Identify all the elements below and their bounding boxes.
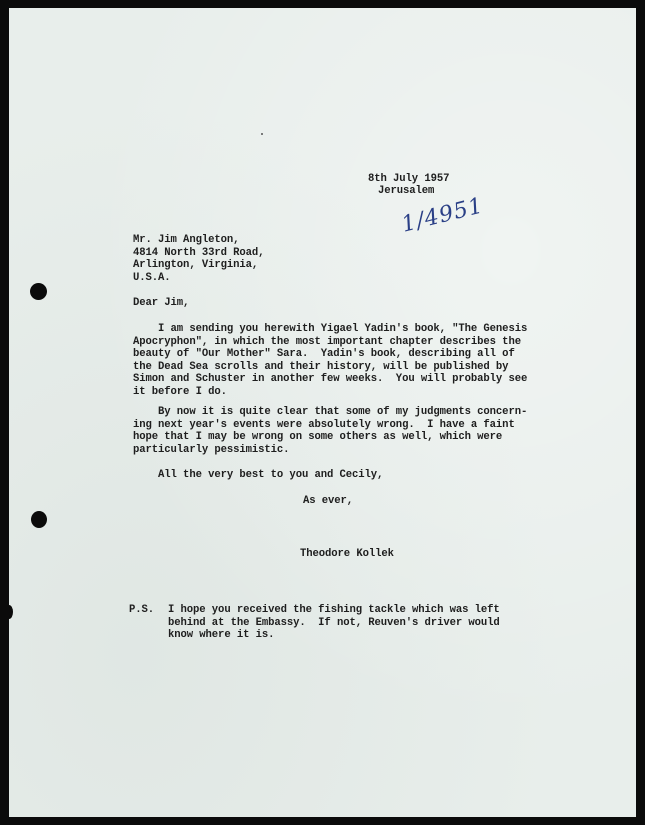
letter-place: Jerusalem (378, 185, 435, 197)
ps-line: I hope you received the fishing tackle which was left (168, 604, 500, 616)
punch-hole (9, 605, 13, 619)
body-line: All the very best to you and Cecily, (133, 469, 384, 481)
body-line: beauty of "Our Mother" Sara. Yadin's book, describing all of (133, 348, 515, 361)
body-line: Simon and Schuster in another few weeks. You will probably see (133, 373, 528, 386)
address-line: U.S.A. (133, 271, 171, 284)
address-line: 4814 North 33rd Road, (133, 246, 265, 259)
paper-speck (261, 133, 263, 135)
body-line: hope that I may be wrong on some others as well, which were (133, 431, 503, 444)
letter-date: 8th July 1957 (368, 173, 450, 185)
body-line: Apocryphon", in which the most important chapter describes the (133, 335, 521, 348)
punch-hole (30, 283, 47, 300)
body-line: I am sending you herewith Yigael Yadin's book, "The Genesis (133, 323, 528, 335)
address-line: Mr. Jim Angleton, (133, 234, 240, 246)
address-line: Arlington, Virginia, (133, 259, 259, 272)
salutation: Dear Jim, (133, 297, 190, 309)
punch-hole (31, 511, 47, 528)
body-line: it before I do. (133, 386, 227, 398)
body-line: the Dead Sea scrolls and their history, will be published by (133, 360, 509, 373)
body-line: ing next year's events were absolutely wrong. I have a faint (133, 418, 515, 431)
ps-label: P.S. (129, 604, 155, 616)
body-line: particularly pessimistic. (133, 443, 290, 456)
closing: As ever, (303, 495, 354, 507)
ps-line: behind at the Embassy. If not, Reuven's driver would (168, 616, 500, 629)
handwritten-note: 1/4951 (399, 193, 487, 238)
ps-line: know where it is. (168, 629, 275, 642)
signature-name: Theodore Kollek (300, 548, 394, 560)
letter-page (9, 8, 636, 817)
body-line: By now it is quite clear that some of my judgments concern- (133, 406, 528, 418)
